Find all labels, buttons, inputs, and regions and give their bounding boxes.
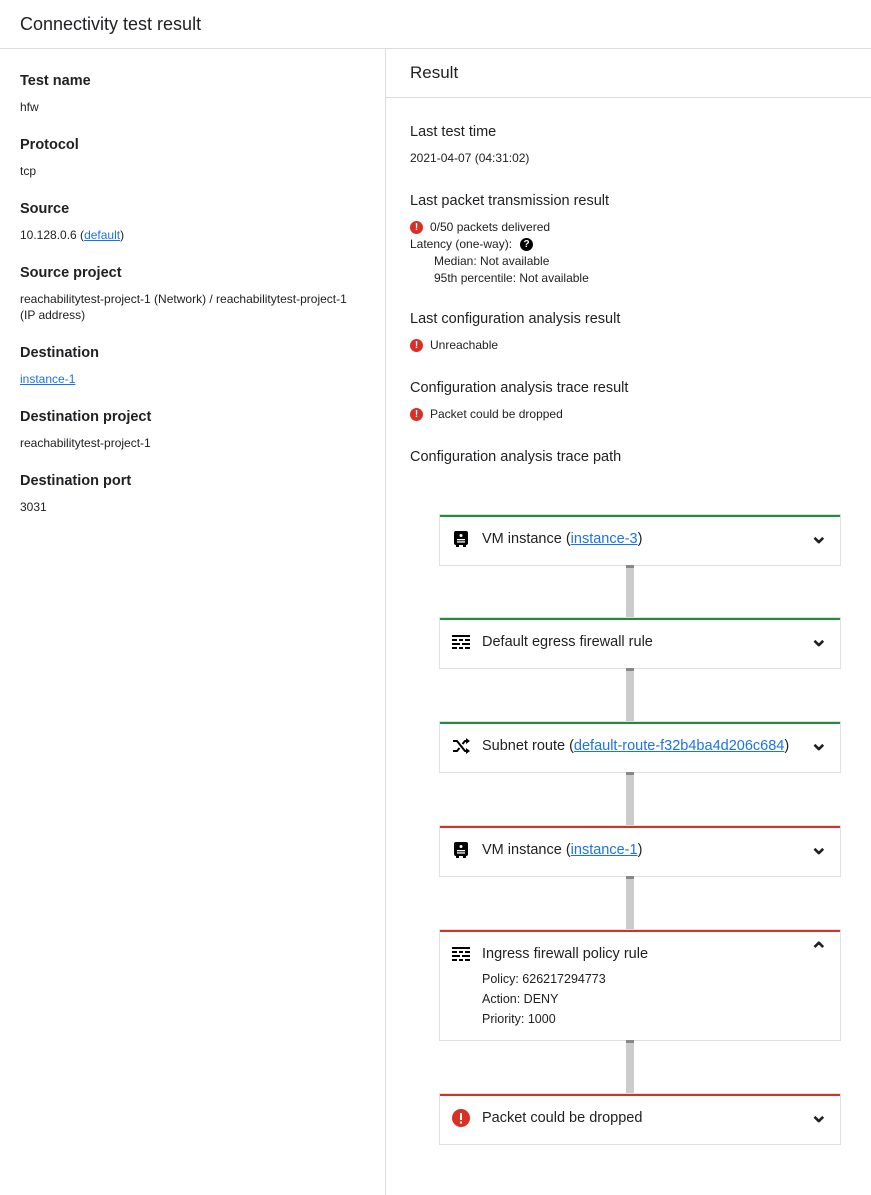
page-title: Connectivity test result [0, 0, 871, 49]
config-result-label: Last configuration analysis result [410, 311, 621, 327]
destination-link[interactable]: instance-1 [20, 372, 76, 386]
latency-label: Latency (one-way): [410, 237, 513, 251]
help-icon[interactable]: ? [520, 238, 533, 251]
field-label: Test name [20, 73, 91, 89]
step-title: VM instance (instance-1) [482, 842, 643, 858]
vm-icon [452, 530, 470, 548]
trace-result-label: Configuration analysis trace result [410, 380, 629, 396]
vm-icon [452, 841, 470, 859]
paren: ) [120, 228, 125, 242]
error-icon: ! [410, 339, 423, 352]
trace-path-label: Configuration analysis trace path [410, 449, 622, 465]
trace-connector [626, 876, 634, 930]
field-destination-port [20, 473, 365, 515]
trace-step[interactable] [440, 515, 840, 565]
step-link[interactable]: default-route-f32b4ba4d206c684 [573, 738, 785, 754]
field-value: reachabilitytest-project-1 (Network) / reachabilitytest-project-1 (IP address) [20, 292, 347, 322]
trace-connector [626, 772, 634, 826]
field-value: reachabilitytest-project-1 [20, 436, 151, 450]
step-title: VM instance (instance-3) [482, 531, 643, 547]
field-protocol [20, 137, 365, 179]
step-title: Subnet route (default-route-f32b4ba4d206c684) [482, 738, 790, 754]
trace-step[interactable] [440, 1094, 840, 1144]
last-test-time: 2021-04-07 (04:31:02) [410, 151, 530, 165]
step-detail: Priority: 1000 [482, 1012, 556, 1026]
field-value: hfw [20, 100, 39, 114]
field-source [20, 201, 365, 243]
source-ip: 10.128.0.6 ( [20, 228, 85, 242]
field-test-name [20, 73, 365, 115]
packets-delivered: 0/50 packets delivered [430, 220, 551, 234]
trace-connector [626, 565, 634, 618]
step-detail: Policy: 626217294773 [482, 972, 606, 986]
latency-median: Median: Not available [434, 254, 550, 268]
route-icon [452, 737, 470, 755]
field-destination-project [20, 409, 365, 451]
field-value [20, 227, 365, 243]
field-label: Destination [20, 345, 99, 361]
firewall-icon [452, 945, 470, 963]
trace-step[interactable] [440, 930, 840, 1040]
step-title: Default egress firewall rule [482, 634, 653, 650]
step-detail: Action: DENY [482, 992, 559, 1006]
field-label: Protocol [20, 137, 79, 153]
trace-step[interactable] [440, 722, 840, 772]
field-label: Source [20, 201, 70, 217]
last-test-time-label: Last test time [410, 124, 497, 140]
error-icon [452, 1109, 470, 1127]
chevron-down-icon[interactable]: ⌄ [809, 730, 828, 755]
packet-result-label: Last packet transmission result [410, 193, 610, 209]
trace-result: Packet could be dropped [430, 407, 563, 421]
field-destination [20, 345, 365, 387]
field-source-project [20, 265, 365, 323]
field-value: tcp [20, 164, 37, 178]
chevron-down-icon[interactable]: ⌄ [809, 834, 828, 859]
step-title: Ingress firewall policy rule [482, 946, 649, 962]
trace-step[interactable] [440, 618, 840, 668]
latency-p95: 95th percentile: Not available [434, 271, 589, 285]
chevron-down-icon[interactable]: ⌄ [809, 523, 828, 548]
step-link[interactable]: instance-3 [570, 531, 638, 547]
error-icon: ! [410, 221, 423, 234]
field-label: Destination port [20, 473, 132, 489]
error-icon: ! [410, 408, 423, 421]
step-link[interactable]: instance-1 [570, 842, 638, 858]
trace-step[interactable] [440, 826, 840, 876]
field-label: Destination project [20, 409, 152, 425]
chevron-up-icon[interactable]: ⌃ [809, 938, 828, 963]
trace-connector [626, 1040, 634, 1094]
result-heading: Result [386, 49, 871, 98]
chevron-down-icon[interactable]: ⌄ [809, 1102, 828, 1127]
test-details-panel [0, 49, 386, 1195]
trace-connector [626, 668, 634, 722]
config-result: Unreachable [430, 338, 499, 352]
chevron-down-icon[interactable]: ⌄ [809, 626, 828, 651]
step-title: Packet could be dropped [482, 1110, 643, 1126]
source-network-link[interactable]: default [84, 228, 121, 242]
firewall-icon [452, 633, 470, 651]
field-label: Source project [20, 265, 122, 281]
field-value: 3031 [20, 500, 47, 514]
